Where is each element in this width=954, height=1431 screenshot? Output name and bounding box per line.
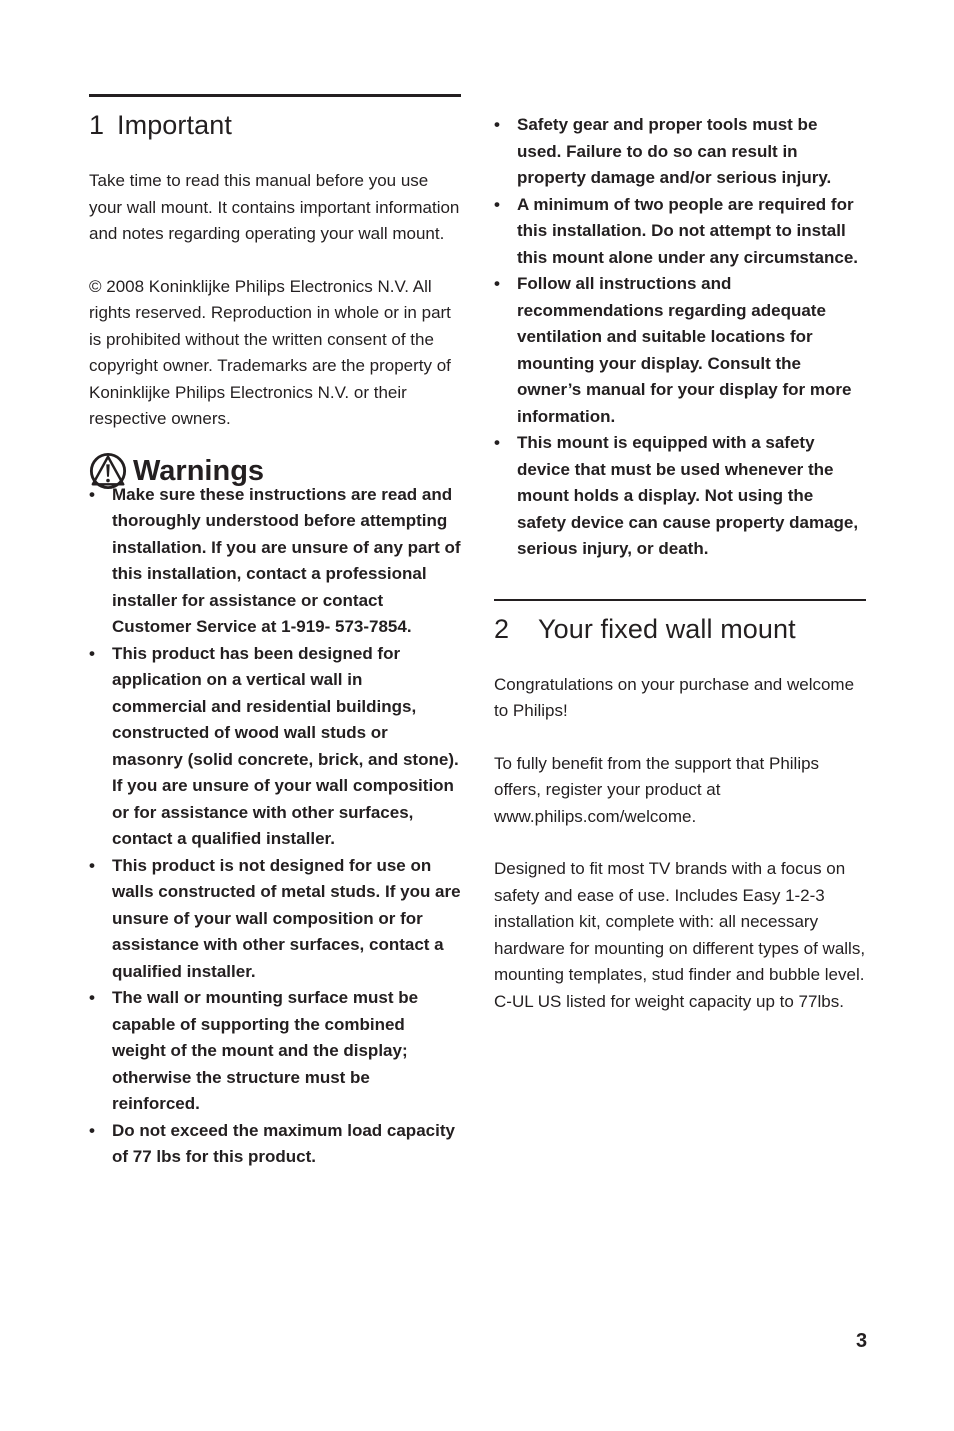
warning-text: The wall or mounting surface must be capable of supporting the combined weight of the mount and the display; otherwise the structure must be reinforced.: [112, 988, 419, 1113]
section-2-paragraph: To fully benefit from the support that Philips offers, register your product at www.philips.com/welcome.: [494, 753, 820, 826]
list-bullet: •: [89, 484, 95, 504]
list-bullet: •: [89, 1120, 95, 1140]
list-bullet: •: [494, 433, 500, 452]
list-item: [89, 1118, 461, 1171]
section-1-number: 1: [89, 110, 105, 140]
warnings-list-right: [494, 112, 866, 563]
list-bullet: •: [89, 643, 95, 663]
warning-text: Make sure these instructions are read and thoroughly understood before attempting installation. If you are unsure of any part of this installation, contact a professional installer for assistance or contact Customer Service at 1-919- 573-7854.: [112, 484, 461, 636]
warnings-list-left: [89, 482, 461, 1171]
list-item: [89, 482, 461, 641]
section-2-title: Your fixed wall mount: [538, 613, 796, 644]
warning-text: A minimum of two people are required for this installation. Do not attempt to install this mount alone under any circumstance.: [517, 194, 859, 267]
list-item: [89, 641, 461, 853]
list-bullet: •: [89, 988, 95, 1007]
warning-text: Safety gear and proper tools must be used. Failure to do so can result in property damage and/or serious injury.: [517, 115, 832, 187]
left-column: [89, 94, 461, 1171]
list-item: [494, 112, 866, 192]
list-bullet: •: [494, 115, 500, 134]
warning-text: Do not exceed the maximum load capacity of 77 lbs for this product.: [112, 1120, 455, 1166]
section-1-rule: [89, 94, 461, 97]
warning-text: This mount is equipped with a safety device that must be used whenever the mount holds a display. Not using the safety device can cause property damage, serious injury, or death.: [517, 433, 859, 558]
list-item: [494, 271, 866, 430]
section-2-number: 2: [494, 613, 510, 644]
list-item: [494, 192, 866, 272]
list-bullet: •: [494, 274, 500, 293]
warning-text: This product is not designed for use on walls constructed of metal studs. If you are unsure of your wall composition or for assistance with other surfaces, contact a qualified installer.: [112, 855, 461, 981]
copyright-notice: © 2008 Koninklijke Philips Electronics N.V. All rights reserved. Reproduction in whole or in part is prohibited without the written consent of the copyright owner. Trademarks are the property of Koninklijke Philips Electronics N.V. or their respective owners.: [89, 276, 451, 428]
list-item: [494, 430, 866, 563]
section-1-intro: Take time to read this manual before you use your wall mount. It contains important information and notes regarding operating your wall mount.: [89, 171, 460, 243]
section-1-heading: [89, 109, 461, 141]
warnings-title: Warnings: [133, 454, 265, 487]
right-column: [494, 112, 866, 1015]
list-bullet: •: [494, 194, 500, 214]
warning-text: Follow all instructions and recommendations regarding adequate ventilation and suitable locations for mounting your display. Consult the owner’s manual for your display for more information.: [517, 274, 852, 426]
section-1-title: Important: [117, 110, 232, 140]
list-item: [89, 853, 461, 986]
warning-text: This product has been designed for application on a vertical wall in commercial and residential buildings, constructed of wood wall studs or masonry (solid concrete, brick, and stone). If you are unsure of your wall composition or for assistance with other surfaces, contact a qualified installer.: [112, 643, 459, 848]
section-2-paragraph: Congratulations on your purchase and welcome to Philips!: [494, 674, 855, 720]
section-2-paragraph: Designed to fit most TV brands with a focus on safety and ease of use. Includes Easy 1-2-3 installation kit, complete with: all necessary hardware for mounting on different types of walls, mounting templates, stud finder and bubble level. C-UL US listed for weight capacity up to 77lbs.: [494, 859, 866, 1011]
page-number: 3: [856, 1330, 868, 1352]
section-2-heading: [494, 613, 866, 645]
section-2-rule: [494, 599, 866, 601]
list-bullet: •: [89, 855, 95, 875]
list-item: [89, 985, 461, 1118]
